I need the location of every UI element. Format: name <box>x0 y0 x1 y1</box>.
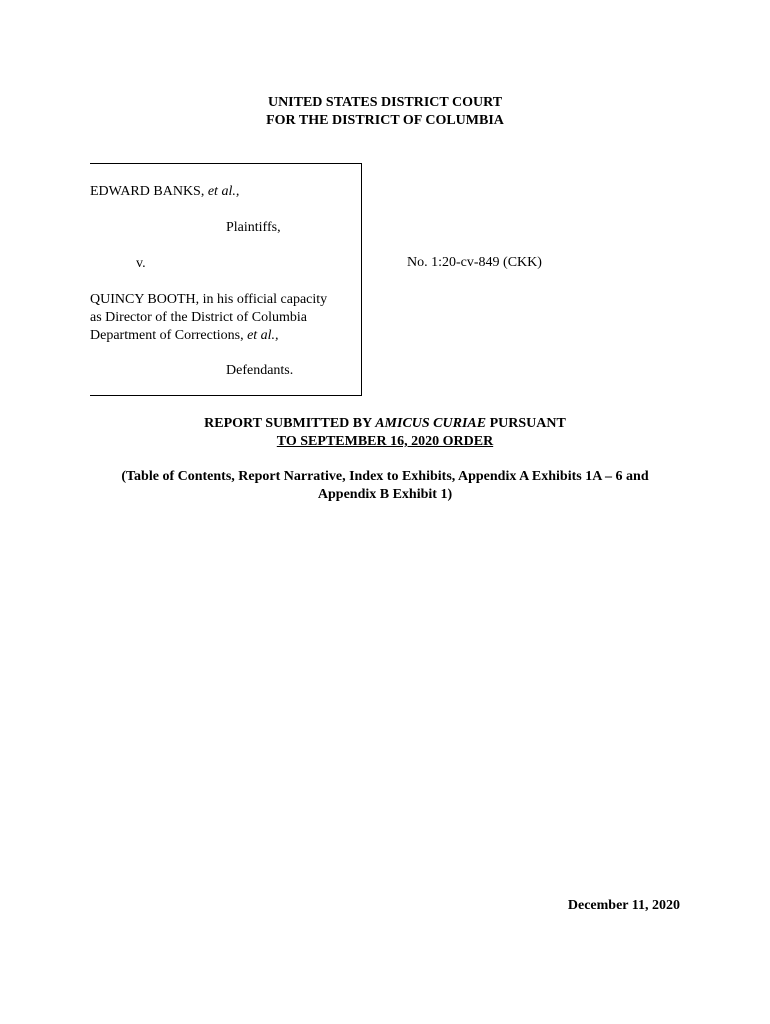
report-title-line-1 <box>0 415 770 433</box>
court-district: FOR THE DISTRICT OF COLUMBIA <box>266 113 504 128</box>
contents-note <box>0 468 770 504</box>
versus-label: v. <box>136 256 146 271</box>
report-title-prefix: REPORT SUBMITTED BY <box>204 416 372 431</box>
defendant-line-3 <box>90 327 327 345</box>
report-title-italic: AMICUS CURIAE <box>375 416 487 431</box>
plaintiff-name-text: EDWARD BANKS, <box>90 184 205 199</box>
report-title <box>0 415 770 451</box>
report-title-line-2: TO SEPTEMBER 16, 2020 ORDER <box>276 434 494 449</box>
plaintiffs-label: Plaintiffs, <box>226 220 281 235</box>
defendant-line-1: QUINCY BOOTH, in his official capacity <box>90 292 328 307</box>
report-date: December 11, 2020 <box>567 898 680 913</box>
defendant-name <box>90 291 327 345</box>
report-title-suffix: PURSUANT <box>489 416 566 431</box>
defendants-label: Defendants. <box>226 363 294 378</box>
case-number: No. 1:20-cv-849 (CKK) <box>407 255 542 270</box>
court-name: UNITED STATES DISTRICT COURT <box>267 95 503 110</box>
plaintiff-name <box>90 183 239 201</box>
case-caption <box>90 163 362 396</box>
court-heading <box>0 94 770 130</box>
defendant-et-al: et al., <box>247 328 279 343</box>
defendant-line-3-text: Department of Corrections, <box>90 328 244 343</box>
plaintiff-et-al: et al., <box>207 184 240 199</box>
contents-note-line-2: Appendix B Exhibit 1) <box>317 487 453 502</box>
defendant-line-2: as Director of the District of Columbia <box>90 310 307 325</box>
contents-note-line-1: (Table of Contents, Report Narrative, Index to Exhibits, Appendix A Exhibits 1A – 6 and <box>121 469 649 484</box>
